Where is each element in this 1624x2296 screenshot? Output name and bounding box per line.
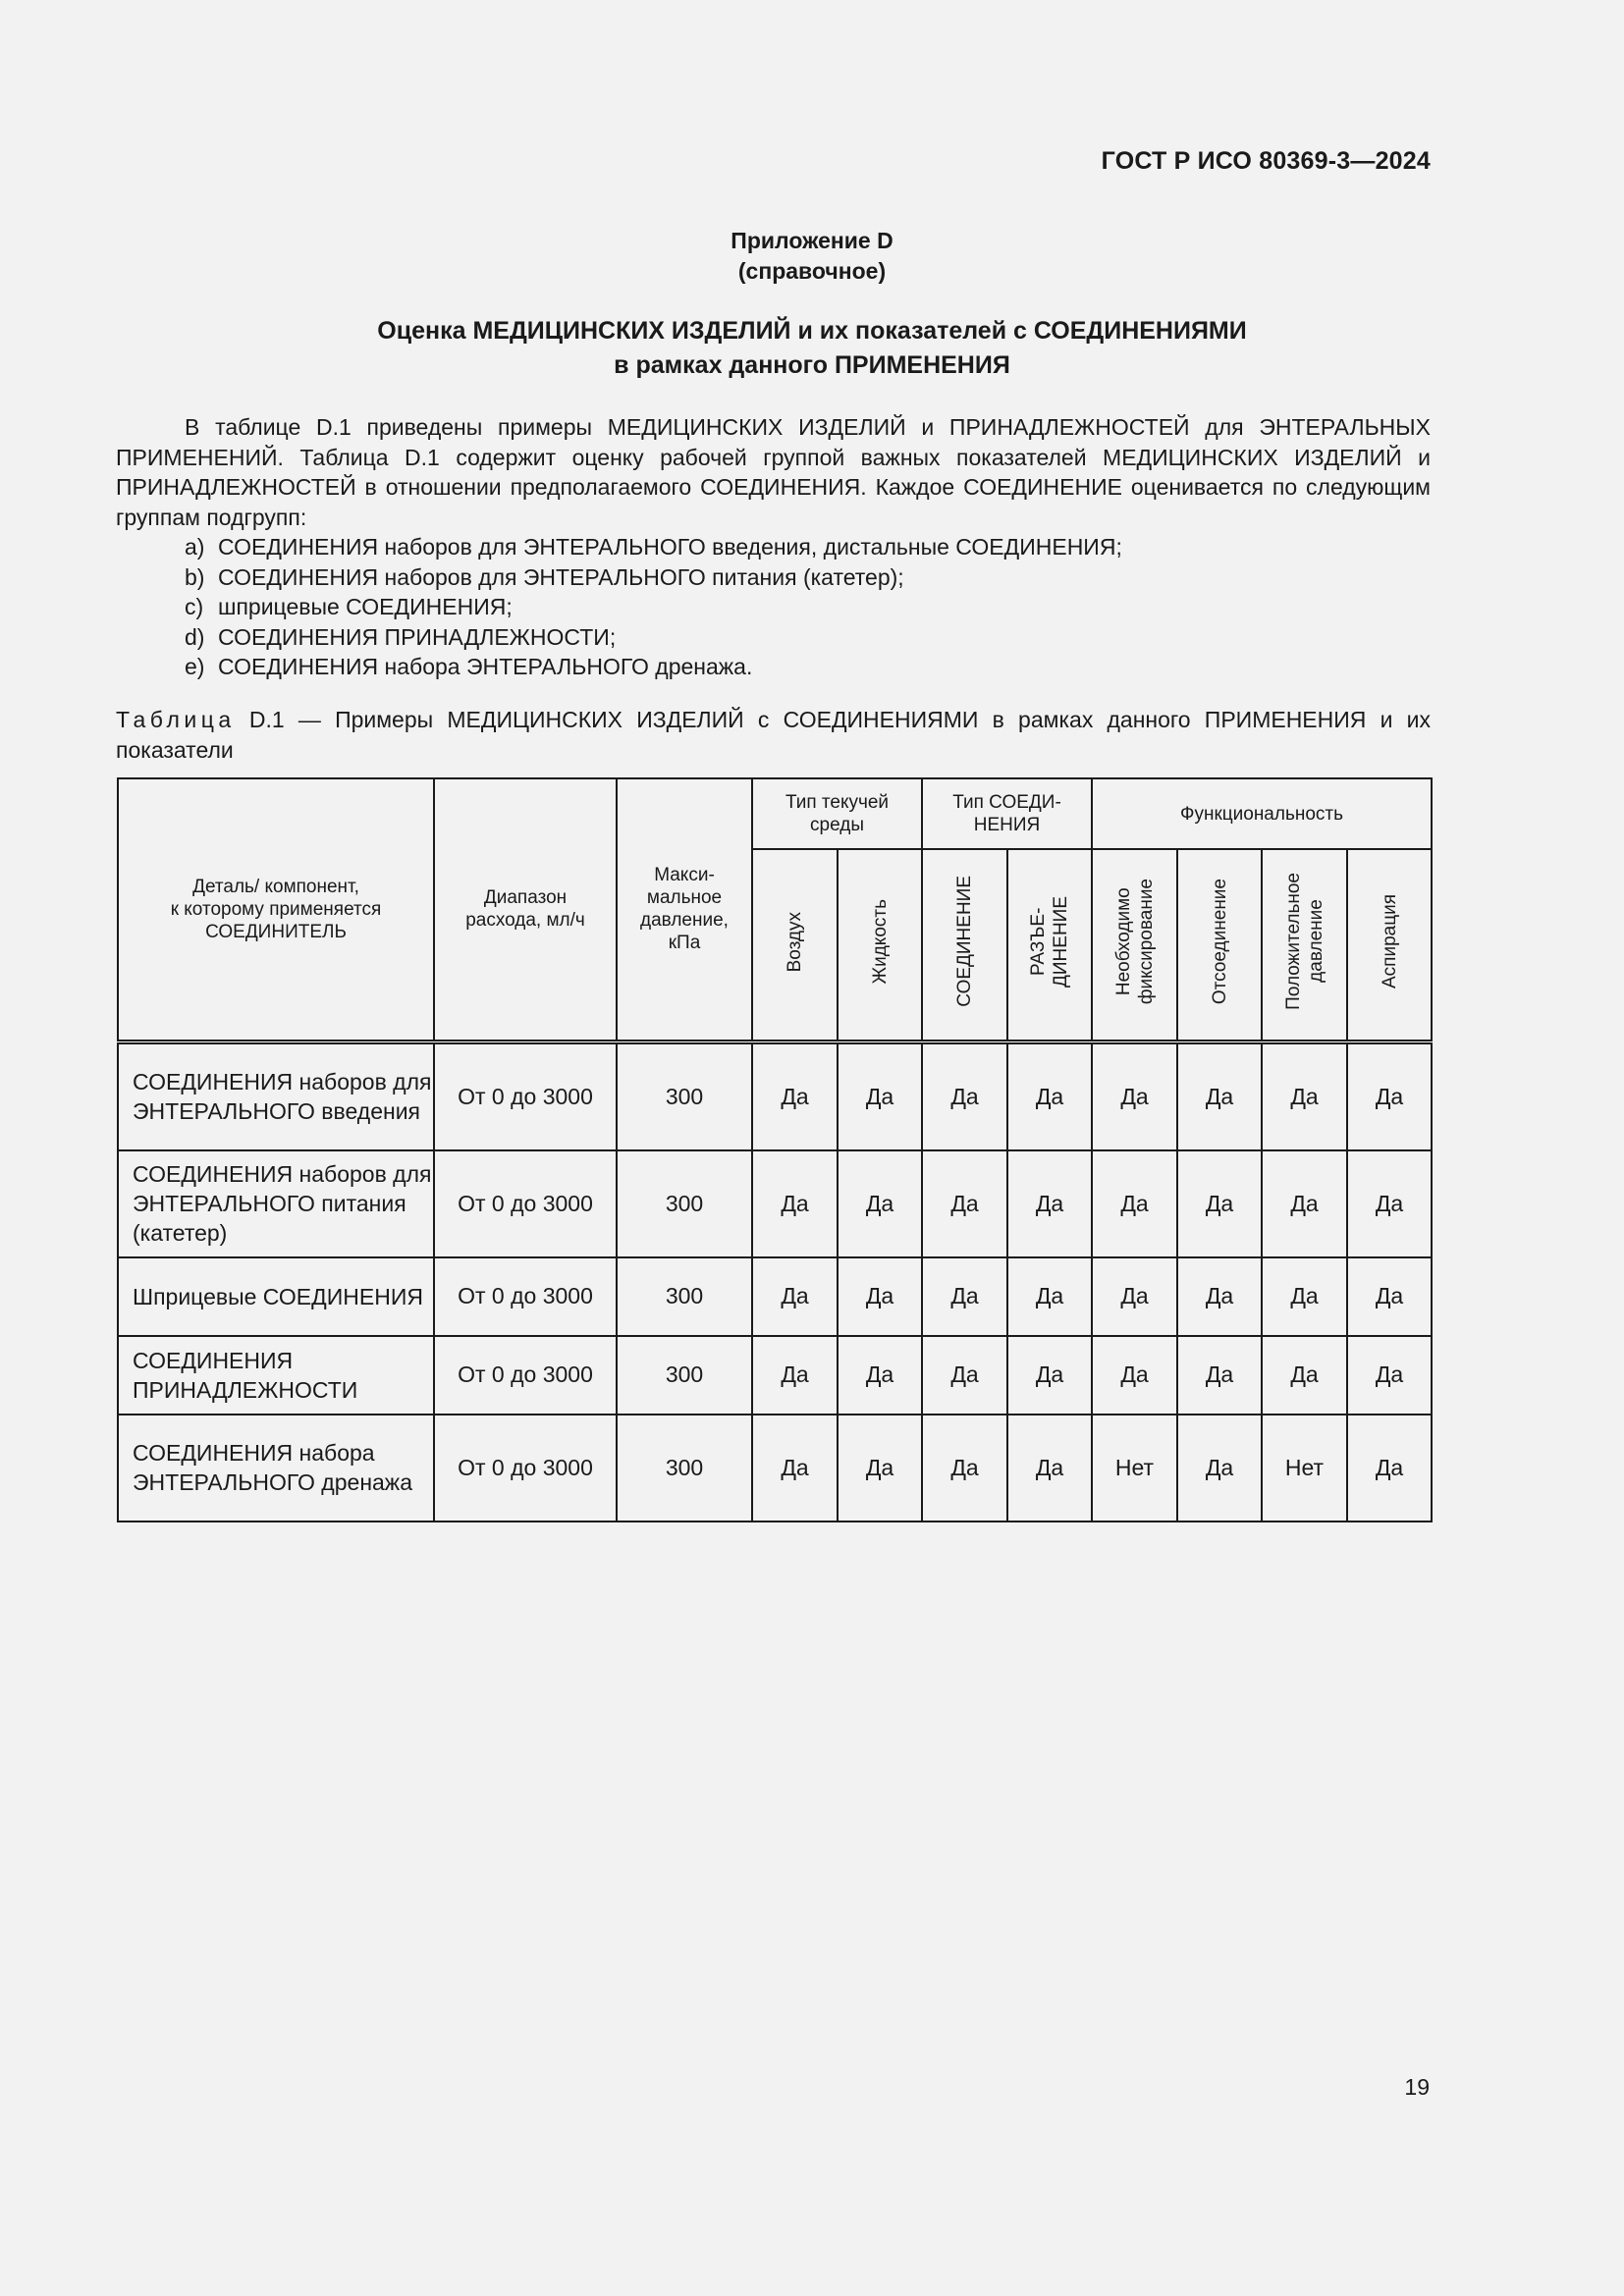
cell-air: Да — [752, 1415, 838, 1522]
header-positive-pressure: Положительное давление — [1262, 849, 1347, 1041]
header-fluid-type: Тип текучей среды — [752, 778, 922, 849]
header-fixation: Необходимо фиксирование — [1092, 849, 1177, 1041]
row-pressure: 300 — [617, 1257, 752, 1336]
cell-fixation: Да — [1092, 1041, 1177, 1150]
cell-disconnection: Да — [1007, 1257, 1092, 1336]
cell-positive-pressure: Нет — [1262, 1415, 1347, 1522]
cell-fixation: Нет — [1092, 1415, 1177, 1522]
table-caption-label: Таблица — [116, 707, 236, 732]
header-disconnection: РАЗЪЕ- ДИНЕНИЕ — [1007, 849, 1092, 1041]
cell-aspiration: Да — [1347, 1336, 1432, 1415]
list-item — [185, 532, 1431, 562]
row-component: СОЕДИНЕНИЯ наборов для ЭНТЕРАЛЬНОГО введения — [118, 1041, 434, 1150]
cell-suction: Да — [1177, 1257, 1262, 1336]
header-max-pressure: Макси- мальное давление, кПа — [617, 778, 752, 1041]
cell-fixation: Да — [1092, 1257, 1177, 1336]
cell-fixation: Да — [1092, 1150, 1177, 1257]
table-row — [118, 1257, 1432, 1336]
cell-aspiration: Да — [1347, 1150, 1432, 1257]
cell-connection: Да — [922, 1415, 1007, 1522]
table-caption-text: D.1 — Примеры МЕДИЦИНСКИХ ИЗДЕЛИЙ с СОЕДИНЕНИЯМИ в рамках данного ПРИМЕНЕНИЯ и их показатели — [116, 707, 1431, 763]
row-component: СОЕДИНЕНИЯ наборов для ЭНТЕРАЛЬНОГО питания (катетер) — [118, 1150, 434, 1257]
cell-liquid: Да — [838, 1415, 922, 1522]
header-flow-range: Диапазон расхода, мл/ч — [434, 778, 617, 1041]
list-item — [185, 622, 1431, 653]
table-caption — [116, 705, 1431, 765]
row-component: СОЕДИНЕНИЯ ПРИНАДЛЕЖНОСТИ — [118, 1336, 434, 1415]
row-pressure: 300 — [617, 1336, 752, 1415]
annex-title: Приложение D — [731, 228, 893, 253]
list-item — [185, 592, 1431, 622]
list-marker: c) — [185, 594, 204, 619]
header-connection-type: Тип СОЕДИ- НЕНИЯ — [922, 778, 1092, 849]
cell-fixation: Да — [1092, 1336, 1177, 1415]
annex-type: (справочное) — [737, 258, 887, 284]
list-item-text: СОЕДИНЕНИЯ наборов для ЭНТЕРАЛЬНОГО введения, дистальные СОЕДИНЕНИЯ; — [218, 534, 1122, 560]
subgroup-list — [116, 532, 1431, 682]
row-flow: От 0 до 3000 — [434, 1336, 617, 1415]
list-item-text: шприцевые СОЕДИНЕНИЯ; — [218, 594, 513, 619]
cell-air: Да — [752, 1041, 838, 1150]
heading-line-1: Оценка МЕДИЦИНСКИХ ИЗДЕЛИЙ и их показателей с СОЕДИНЕНИЯМИ — [377, 317, 1247, 345]
cell-connection: Да — [922, 1150, 1007, 1257]
list-marker: e) — [185, 654, 205, 679]
cell-aspiration: Да — [1347, 1041, 1432, 1150]
cell-connection: Да — [922, 1257, 1007, 1336]
header-component: Деталь/ компонент, к которому применяется СОЕДИНИТЕЛЬ — [118, 778, 434, 1041]
cell-air: Да — [752, 1150, 838, 1257]
list-item-text: СОЕДИНЕНИЯ набора ЭНТЕРАЛЬНОГО дренажа. — [218, 654, 753, 679]
cell-suction: Да — [1177, 1150, 1262, 1257]
list-item — [185, 562, 1431, 593]
standard-code: ГОСТ Р ИСО 80369-3—2024 — [1101, 147, 1431, 175]
row-component: Шприцевые СОЕДИНЕНИЯ — [118, 1257, 434, 1336]
list-item-text: СОЕДИНЕНИЯ ПРИНАДЛЕЖНОСТИ; — [218, 623, 617, 650]
cell-liquid: Да — [838, 1041, 922, 1150]
cell-suction: Да — [1177, 1415, 1262, 1522]
table-row — [118, 1415, 1432, 1522]
cell-connection: Да — [922, 1041, 1007, 1150]
header-liquid: Жидкость — [838, 849, 922, 1041]
cell-positive-pressure: Да — [1262, 1336, 1347, 1415]
cell-liquid: Да — [838, 1257, 922, 1336]
row-flow: От 0 до 3000 — [434, 1257, 617, 1336]
cell-disconnection: Да — [1007, 1336, 1092, 1415]
table-row — [118, 1150, 1432, 1257]
annex-heading — [0, 226, 1624, 287]
heading-line-2: в рамках данного ПРИМЕНЕНИЯ — [614, 351, 1010, 379]
table-row — [118, 1336, 1432, 1415]
cell-disconnection: Да — [1007, 1415, 1092, 1522]
list-marker: a) — [185, 534, 205, 560]
row-component: СОЕДИНЕНИЯ набора ЭНТЕРАЛЬНОГО дренажа — [118, 1415, 434, 1522]
section-heading — [0, 314, 1624, 383]
cell-positive-pressure: Да — [1262, 1257, 1347, 1336]
row-pressure: 300 — [617, 1150, 752, 1257]
cell-aspiration: Да — [1347, 1415, 1432, 1522]
list-item — [185, 652, 1431, 682]
row-flow: От 0 до 3000 — [434, 1041, 617, 1150]
page-number: 19 — [1404, 2074, 1430, 2100]
header-aspiration: Аспирация — [1347, 849, 1432, 1041]
row-pressure: 300 — [617, 1415, 752, 1522]
table-row — [118, 1041, 1432, 1150]
cell-positive-pressure: Да — [1262, 1041, 1347, 1150]
cell-aspiration: Да — [1347, 1257, 1432, 1336]
header-functionality: Функциональность — [1092, 778, 1432, 849]
row-flow: От 0 до 3000 — [434, 1150, 617, 1257]
cell-liquid: Да — [838, 1336, 922, 1415]
cell-connection: Да — [922, 1336, 1007, 1415]
cell-positive-pressure: Да — [1262, 1150, 1347, 1257]
cell-disconnection: Да — [1007, 1041, 1092, 1150]
header-connection: СОЕДИНЕНИЕ — [922, 849, 1007, 1041]
list-marker: d) — [185, 623, 205, 650]
examples-table — [117, 777, 1433, 1522]
row-flow: От 0 до 3000 — [434, 1415, 617, 1522]
intro-paragraph: В таблице D.1 приведены примеры МЕДИЦИНСКИХ ИЗДЕЛИЙ и ПРИНАДЛЕЖНОСТЕЙ для ЭНТЕРАЛЬНЫХ ПРИМЕНЕНИЙ. Таблица D.1 содержит оценку рабочей группой важных показателей МЕДИЦИНСКИХ ИЗДЕЛИЙ и ПРИНАДЛЕЖНОСТЕЙ в отношении предполагаемого СОЕДИНЕНИЯ. Каждое СОЕДИНЕНИЕ оценивается по следующим группам подгрупп: — [116, 414, 1431, 530]
cell-air: Да — [752, 1336, 838, 1415]
intro-text — [116, 412, 1431, 682]
cell-air: Да — [752, 1257, 838, 1336]
cell-liquid: Да — [838, 1150, 922, 1257]
header-suction: Отсоединение — [1177, 849, 1262, 1041]
list-item-text: СОЕДИНЕНИЯ наборов для ЭНТЕРАЛЬНОГО питания (катетер); — [218, 563, 904, 590]
cell-disconnection: Да — [1007, 1150, 1092, 1257]
header-air: Воздух — [752, 849, 838, 1041]
row-pressure: 300 — [617, 1041, 752, 1150]
cell-suction: Да — [1177, 1336, 1262, 1415]
list-marker: b) — [185, 563, 205, 590]
cell-suction: Да — [1177, 1041, 1262, 1150]
